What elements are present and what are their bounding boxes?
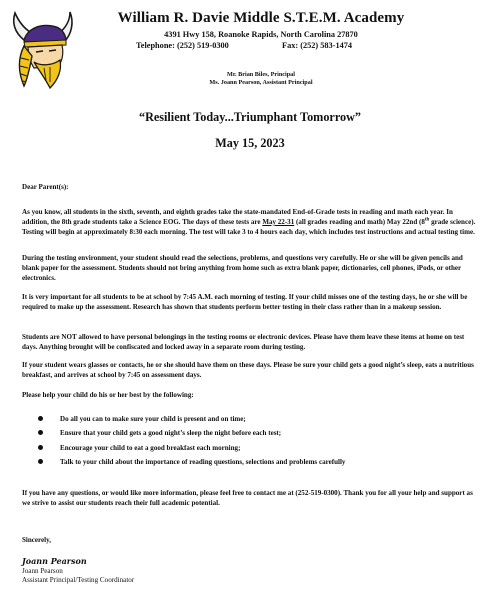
viking-helmet-mascot-icon	[10, 10, 74, 92]
telephone-number: Telephone: (252) 519-0300	[136, 41, 229, 50]
paragraph-test-schedule	[22, 208, 478, 238]
bullet-icon	[38, 416, 43, 421]
principal-name: Mr. Brian Biles, Principal	[226, 71, 295, 78]
paragraph-arrival-time: It is very important for all students to be at school by 7:45 A.M. each morning of testing. If your child misses one of the testing days, he or she will be required to make up the assessment. Research has shown that students perform better testing in their class rather than in a makeup session.	[22, 293, 468, 311]
list-item	[38, 457, 478, 471]
ordinal-suffix: th	[424, 217, 430, 223]
school-address: 4391 Hwy 158, Roanoke Rapids, North Carolina 27870	[164, 30, 358, 39]
list-item-text: Ensure that your child gets a good night’s sleep the night before each test;	[60, 429, 282, 438]
school-motto: “Resilient Today...Triumphant Tomorrow”	[138, 110, 361, 124]
fax-number: Fax: (252) 583-1474	[282, 41, 353, 50]
closing: Sincerely,	[22, 536, 52, 544]
list-item-text: Encourage your child to eat a good breakfast each morning;	[60, 443, 241, 452]
paragraph-preparation: If your student wears glasses or contacts, he or she should have them on these days. Please be sure your child gets a good night’s sleep, eats a nutritious breakfast, and arrives at school by 7:45 on assessment days.	[22, 361, 474, 379]
paragraph-text: (all grades reading and math) May 22nd (8	[294, 217, 425, 226]
list-item-text: Talk to your child about the importance of reading questions, selections and problems carefully	[60, 458, 346, 467]
paragraph-testing-environment: During the testing environment, your student should read the selections, problems, and questions very carefully. He or she will be given pencils and blank paper for the assessment. Students should not bring anything from home such as extra blank paper, dictionaries, cell phones, iPods, or other electronics.	[22, 254, 463, 282]
list-item	[38, 443, 478, 457]
bullet-icon	[38, 430, 43, 435]
bullet-icon	[38, 445, 43, 450]
letter-date: May 15, 2023	[215, 136, 285, 150]
signer-title: Assistant Principal/Testing Coordinator	[22, 576, 135, 584]
greeting: Dear Parent(s):	[22, 183, 69, 191]
paragraph-text: grade science). Testing will begin at approximately 8:30 each morning. The test will take 3 to 4 hours each day, which includes test instructions and actual testing time.	[22, 217, 476, 236]
test-dates: May 22-31	[262, 217, 295, 226]
list-item	[38, 414, 478, 428]
paragraph-help-intro: Please help your child do his or her best by the following:	[22, 391, 194, 399]
paragraph-contact: If you have any questions, or would like more information, please feel free to contact me at (252-519-0300). Thank you for all your help and support as we strive to assist our students reach their full academic potential.	[22, 489, 473, 507]
list-item-text: Do all you can to make sure your child is present and on time;	[60, 415, 246, 423]
help-tips-list	[38, 414, 478, 472]
paragraph-text: As you know, all students in the sixth, seventh, and eighth grades take the state-mandated End-of-Grade tests in reading and math each year. In addition, the 8th grade students take a Science EOG. The days of these tests are	[22, 208, 453, 226]
list-item	[38, 428, 478, 442]
paragraph-personal-belongings: Students are NOT allowed to have personal belongings in the testing rooms or electronic devices. Please have them leave these items at home on test days. Anything brought will be confiscated and locked away in a separate room during testing.	[22, 333, 465, 351]
bullet-icon	[38, 459, 43, 464]
handwritten-signature: Joann Pearson	[22, 556, 87, 566]
school-name: William R. Davie Middle S.T.E.M. Academy	[117, 10, 405, 26]
assistant-principal-name: Ms. Joann Pearson, Assistant Principal	[209, 79, 313, 86]
signer-name: Joann Pearson	[22, 567, 63, 575]
